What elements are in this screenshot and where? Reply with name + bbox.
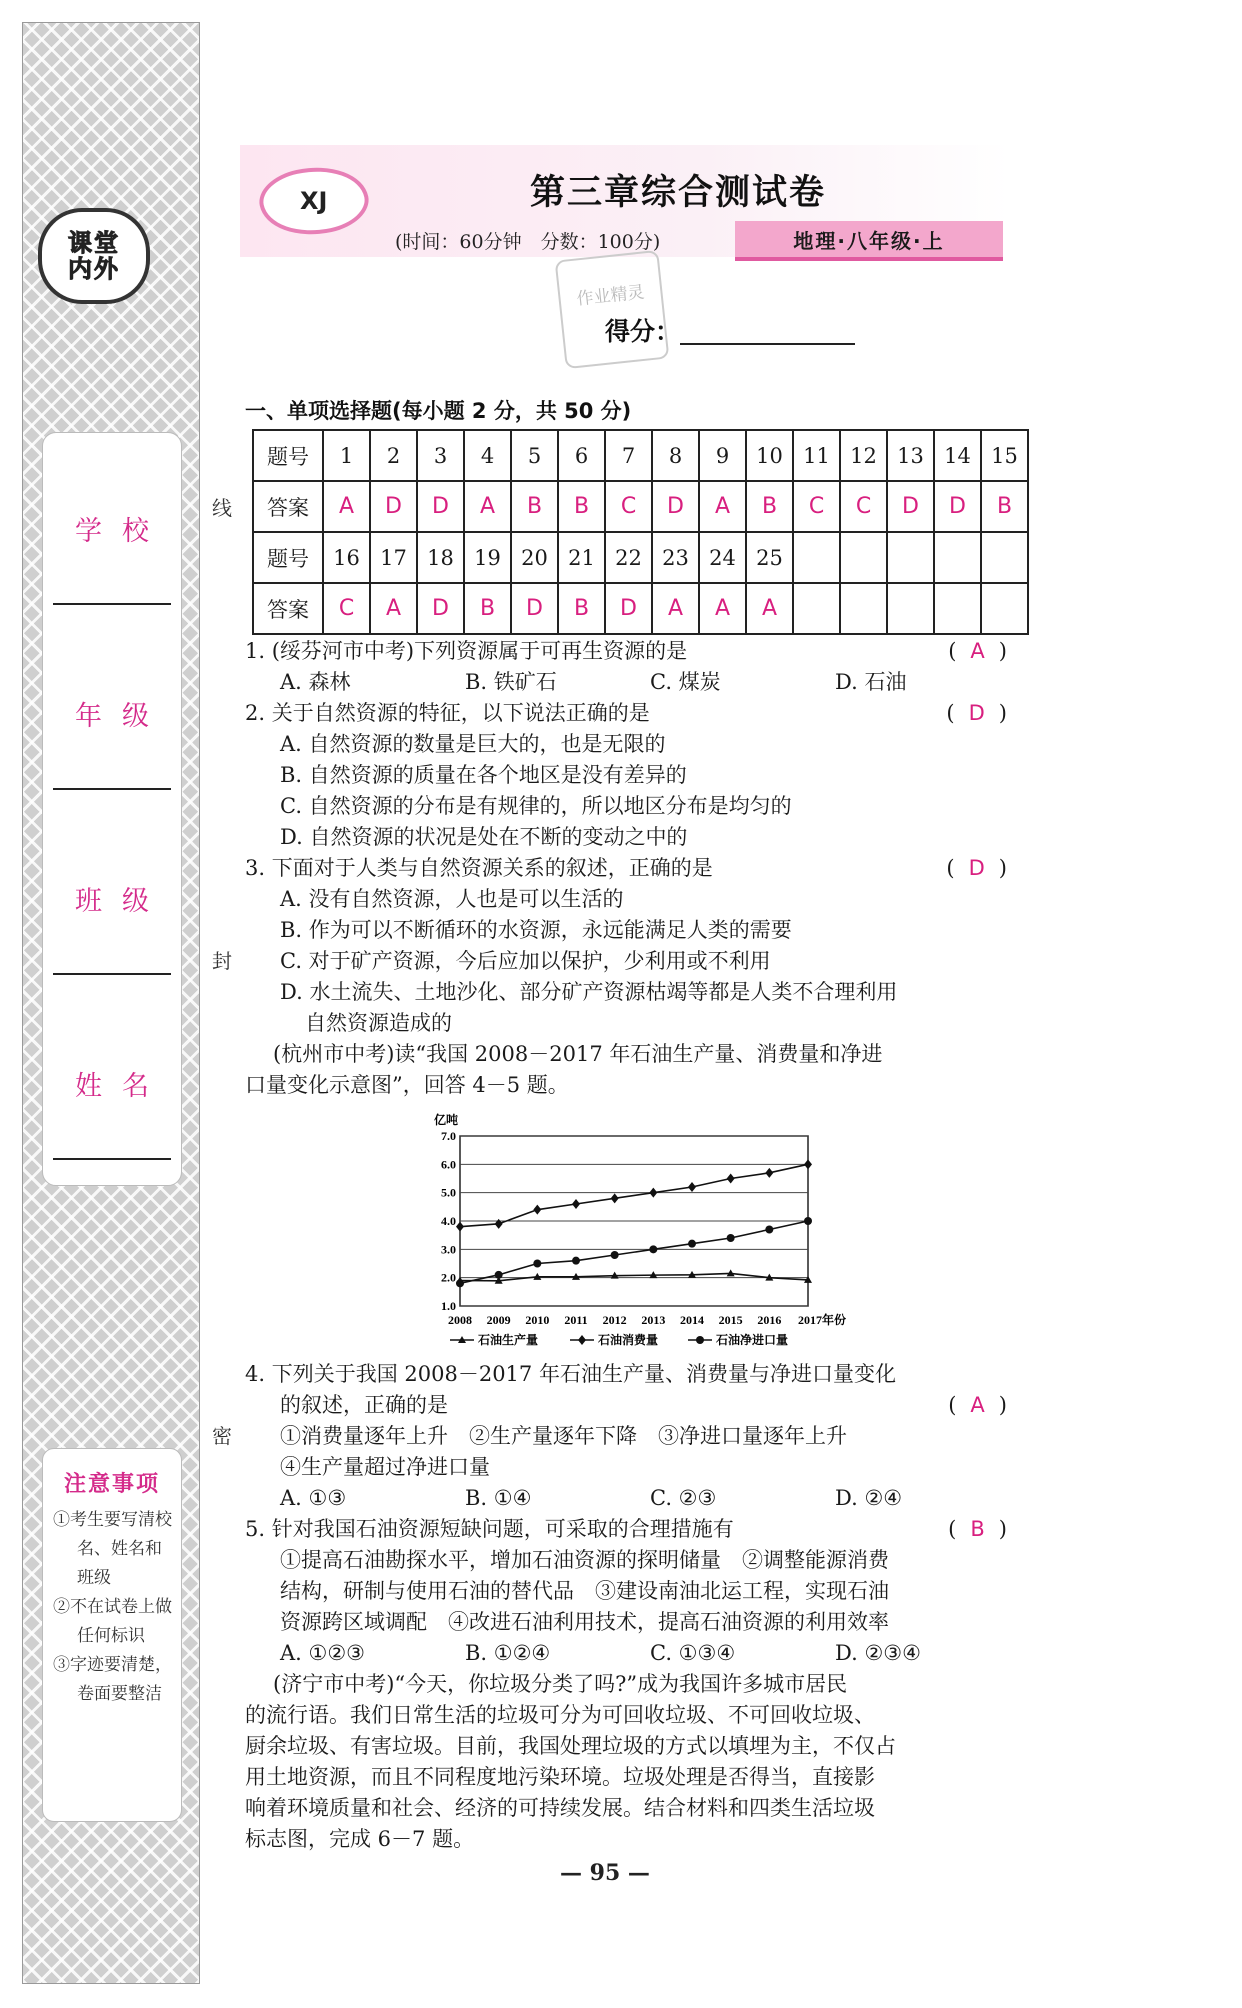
data-point xyxy=(495,1271,503,1279)
y-tick-label: 4.0 xyxy=(441,1214,456,1228)
data-point xyxy=(611,1193,619,1203)
data-point xyxy=(456,1279,464,1287)
question-stem xyxy=(245,698,1015,729)
data-point xyxy=(804,1217,812,1225)
data-point xyxy=(765,1226,773,1234)
y-tick-label: 7.0 xyxy=(441,1129,456,1143)
binding-mark-close: 密 xyxy=(212,1424,232,1448)
number-cell: 23 xyxy=(652,532,699,583)
row-label: 答案 xyxy=(253,481,323,532)
table-row xyxy=(253,430,1028,481)
number-cell: 11 xyxy=(793,430,840,481)
number-cell: 12 xyxy=(840,430,887,481)
notice-item: ②不在试卷上做任何标识 xyxy=(53,1597,172,1646)
answer-cell: A xyxy=(370,583,417,634)
y-tick-label: 1.0 xyxy=(441,1299,456,1313)
notice-title: 注意事项 xyxy=(63,1472,160,1497)
table-row xyxy=(253,481,1028,532)
x-tick-label: 2015 xyxy=(718,1313,743,1327)
option: C. ②③ xyxy=(650,1486,717,1510)
data-point xyxy=(572,1257,580,1265)
material-text: (济宁市中考)“今天，你垃圾分类了吗?”成为我国许多城市居民 xyxy=(273,1672,848,1696)
data-point xyxy=(649,1245,657,1253)
watermark-stamp xyxy=(555,250,670,369)
number-cell xyxy=(887,532,934,583)
x-tick-label: 2010 xyxy=(525,1313,550,1327)
number-cell: 9 xyxy=(699,430,746,481)
legend-label: 石油消费量 xyxy=(598,1333,659,1347)
table-row xyxy=(253,532,1028,583)
number-cell: 15 xyxy=(981,430,1028,481)
data-point xyxy=(727,1234,735,1242)
legend-label: 石油生产量 xyxy=(478,1333,539,1347)
x-tick-label: 2011 xyxy=(564,1313,588,1327)
statement-item: ①消费量逐年上升 ②生产量逐年下降 ③净进口量逐年上升 xyxy=(280,1424,847,1448)
option: B. ①②④ xyxy=(465,1641,551,1665)
answer-bracket: ( D ) xyxy=(946,701,1007,725)
score-label: 得分： xyxy=(605,317,681,346)
q3-answer: D xyxy=(968,856,985,880)
number-cell: 2 xyxy=(370,430,417,481)
answer-cell: C xyxy=(605,481,652,532)
option: D. ②④ xyxy=(835,1486,903,1510)
brand-logo xyxy=(38,208,150,304)
page-title: 第三章综合测试卷 xyxy=(530,173,827,213)
answer-cell: A xyxy=(746,583,793,634)
notice-item: ①考生要写清校名、姓名和班级 xyxy=(53,1510,172,1588)
answer-cell: A xyxy=(464,481,511,532)
answer-cell: D xyxy=(511,583,558,634)
question-stem xyxy=(245,853,1015,884)
option-continuation: 自然资源造成的 xyxy=(305,1011,452,1035)
option: B. ①④ xyxy=(465,1486,532,1510)
data-point xyxy=(456,1222,464,1232)
row-label: 题号 xyxy=(253,532,323,583)
class-label: 班级 xyxy=(75,885,169,917)
exam-header xyxy=(240,145,1010,265)
school-field[interactable] xyxy=(53,453,171,605)
material-intro: 口量变化示意图”，回答 4－5 题。 xyxy=(245,1073,569,1097)
number-cell: 5 xyxy=(511,430,558,481)
option-row xyxy=(245,1483,1015,1514)
material-text: 的流行语。我们日常生活的垃圾可分为可回收垃圾、不可回收垃圾、 xyxy=(245,1703,875,1727)
material-text: 厨余垃圾、有害垃圾。目前，我国处理垃圾的方式以填埋为主，不仅占 xyxy=(245,1734,896,1758)
class-field[interactable] xyxy=(53,823,171,975)
answer-cell: D xyxy=(370,481,417,532)
option: B. 铁矿石 xyxy=(465,670,557,694)
data-point xyxy=(804,1159,812,1169)
x-tick-label: 2014 xyxy=(680,1313,704,1327)
answer-cell: A xyxy=(652,583,699,634)
option: B. 作为可以不断循环的水资源，永远能满足人类的需要 xyxy=(280,918,792,942)
number-cell: 4 xyxy=(464,430,511,481)
answer-cell: B xyxy=(511,481,558,532)
answer-bracket: ( B ) xyxy=(948,1517,1007,1541)
number-cell: 14 xyxy=(934,430,981,481)
number-cell: 19 xyxy=(464,532,511,583)
binding-mark-seal: 封 xyxy=(212,949,232,973)
section-title: 一、单项选择题(每小题 2 分，共 50 分) xyxy=(245,399,632,423)
question-stem xyxy=(245,1514,1015,1545)
answer-cell xyxy=(887,583,934,634)
data-point xyxy=(688,1182,696,1192)
series-line-2 xyxy=(460,1221,808,1283)
stamp-text: 作业精灵 xyxy=(575,282,646,310)
data-point xyxy=(765,1168,773,1178)
data-point xyxy=(688,1240,696,1248)
number-cell: 1 xyxy=(323,430,370,481)
y-axis-label: 亿吨 xyxy=(434,1113,459,1127)
material-text: 用土地资源，而且不同程度地污染环境。垃圾处理是否得当，直接影 xyxy=(245,1765,875,1789)
answer-cell: C xyxy=(840,481,887,532)
notice-box xyxy=(42,1448,182,1822)
school-label: 学校 xyxy=(75,515,169,547)
number-cell xyxy=(793,532,840,583)
option: B. 自然资源的质量在各个地区是没有差异的 xyxy=(280,763,687,787)
x-tick-label: 2009 xyxy=(486,1313,511,1327)
data-point xyxy=(495,1219,503,1229)
option: D. 石油 xyxy=(835,670,907,694)
option: A. 森林 xyxy=(280,670,351,694)
series-line-1 xyxy=(460,1164,808,1226)
y-tick-label: 2.0 xyxy=(441,1270,456,1285)
logo-line-2: 内外 xyxy=(68,255,120,283)
option: C. 对于矿产资源，今后应加以保护，少利用或不利用 xyxy=(280,949,771,973)
subject-label: 地理·八年级·上 xyxy=(735,221,1003,261)
legend-marker xyxy=(696,1336,704,1344)
option: A. 没有自然资源，人也是可以生活的 xyxy=(280,887,624,911)
legend-label: 石油净进口量 xyxy=(716,1333,789,1347)
x-tick-label: 2017年份 xyxy=(797,1313,847,1327)
answer-cell xyxy=(934,583,981,634)
option: A. ①②③ xyxy=(280,1641,365,1665)
statement-item: ①提高石油勘探水平，增加石油资源的探明储量 ②调整能源消费 xyxy=(280,1548,889,1572)
legend-marker xyxy=(578,1335,586,1345)
answer-cell: D xyxy=(934,481,981,532)
data-point xyxy=(533,1205,541,1215)
answer-cell: D xyxy=(417,583,464,634)
q2-answer: D xyxy=(968,701,985,725)
x-tick-label: 2012 xyxy=(602,1313,627,1327)
answer-cell: D xyxy=(887,481,934,532)
number-cell: 20 xyxy=(511,532,558,583)
material-intro: (杭州市中考)读“我国 2008－2017 年石油生产量、消费量和净进 xyxy=(273,1042,883,1066)
answer-cell: C xyxy=(323,583,370,634)
number-cell: 22 xyxy=(605,532,652,583)
number-cell: 25 xyxy=(746,532,793,583)
q3-stem: 3. 下面对于人类与自然资源关系的叙述，正确的是 xyxy=(245,856,713,880)
material-text: 标志图，完成 6－7 题。 xyxy=(245,1827,475,1851)
y-tick-label: 6.0 xyxy=(441,1157,456,1172)
option: D. 水土流失、土地沙化、部分矿产资源枯竭等都是人类不合理利用 xyxy=(280,980,898,1004)
number-cell: 7 xyxy=(605,430,652,481)
number-cell: 16 xyxy=(323,532,370,583)
binding-mark-line: 线 xyxy=(212,496,232,520)
statement-item: 结构，研制与使用石油的替代品 ③建设南油北运工程，实现石油 xyxy=(280,1579,889,1603)
answer-cell: D xyxy=(652,481,699,532)
number-cell: 24 xyxy=(699,532,746,583)
answer-cell: D xyxy=(605,583,652,634)
time-score-info: (时间：60分钟 分数：100分) xyxy=(395,231,661,253)
y-tick-label: 3.0 xyxy=(441,1242,456,1257)
q1-stem: 1. (绥芬河市中考)下列资源属于可再生资源的是 xyxy=(245,639,688,663)
option: C. ①③④ xyxy=(650,1641,736,1665)
question-stem xyxy=(245,636,1015,667)
number-cell xyxy=(840,532,887,583)
number-cell: 3 xyxy=(417,430,464,481)
number-cell: 8 xyxy=(652,430,699,481)
data-point xyxy=(533,1260,541,1268)
x-tick-label: 2016 xyxy=(757,1313,782,1327)
x-tick-label: 2013 xyxy=(641,1313,666,1327)
answer-bracket: ( D ) xyxy=(946,856,1007,880)
answer-cell: C xyxy=(793,481,840,532)
oil-chart xyxy=(420,1106,847,1356)
statement-item: ④生产量超过净进口量 xyxy=(280,1455,490,1479)
answer-cell: A xyxy=(323,481,370,532)
answer-cell: B xyxy=(464,583,511,634)
option: D. 自然资源的状况是处在不断的变动之中的 xyxy=(280,825,688,849)
q1-answer: A xyxy=(970,639,985,663)
notice-item: ③字迹要清楚，卷面要整洁 xyxy=(53,1655,172,1704)
data-point xyxy=(611,1251,619,1259)
q5-stem: 5. 针对我国石油资源短缺问题，可采取的合理措施有 xyxy=(245,1517,734,1541)
y-tick-label: 5.0 xyxy=(441,1185,456,1200)
data-point xyxy=(727,1174,735,1184)
question-stem: 4. 下列关于我国 2008－2017 年石油生产量、消费量与净进口量变化 xyxy=(245,1362,896,1386)
number-cell: 17 xyxy=(370,532,417,583)
q2-stem: 2. 关于自然资源的特征，以下说法正确的是 xyxy=(245,701,650,725)
name-label: 姓名 xyxy=(75,1070,169,1102)
x-tick-label: 2008 xyxy=(448,1313,472,1327)
edition-badge-text: XJ xyxy=(300,187,328,215)
row-label: 题号 xyxy=(253,430,323,481)
answer-bracket: ( A ) xyxy=(948,1393,1007,1417)
number-cell xyxy=(981,532,1028,583)
data-point xyxy=(572,1199,580,1209)
data-point xyxy=(649,1188,657,1198)
number-cell: 10 xyxy=(746,430,793,481)
q4-stem-2: 的叙述，正确的是 xyxy=(280,1393,448,1417)
option: C. 自然资源的分布是有规律的，所以地区分布是均匀的 xyxy=(280,794,792,818)
number-cell: 18 xyxy=(417,532,464,583)
answer-cell: B xyxy=(981,481,1028,532)
answer-cell xyxy=(981,583,1028,634)
number-cell xyxy=(934,532,981,583)
answer-cell: B xyxy=(558,481,605,532)
q4-answer: A xyxy=(970,1393,985,1417)
answer-cell: B xyxy=(746,481,793,532)
q5-answer: B xyxy=(970,1517,985,1541)
series-line-0 xyxy=(460,1273,808,1280)
answer-bracket: ( A ) xyxy=(948,639,1007,663)
name-field[interactable] xyxy=(53,1008,171,1160)
grade-label: 年级 xyxy=(75,700,169,732)
number-cell: 6 xyxy=(558,430,605,481)
statement-item: 资源跨区域调配 ④改进石油利用技术，提高石油资源的利用效率 xyxy=(280,1610,889,1634)
question-stem-cont xyxy=(245,1390,1015,1421)
option: C. 煤炭 xyxy=(650,670,721,694)
answer-cell: B xyxy=(558,583,605,634)
answer-cell: D xyxy=(417,481,464,532)
answer-cell: A xyxy=(699,481,746,532)
grade-field[interactable] xyxy=(53,638,171,790)
page-number: — 95 — xyxy=(560,1860,650,1886)
score-input-line[interactable] xyxy=(680,343,855,345)
answer-cell xyxy=(840,583,887,634)
answer-cell xyxy=(793,583,840,634)
row-label: 答案 xyxy=(253,583,323,634)
option: A. ①③ xyxy=(280,1486,347,1510)
option: A. 自然资源的数量是巨大的，也是无限的 xyxy=(280,732,666,756)
material-text: 响着环境质量和社会、经济的可持续发展。结合材料和四类生活垃圾 xyxy=(245,1796,875,1820)
option-row xyxy=(245,1638,1015,1669)
student-info-panel xyxy=(42,432,182,1186)
table-row xyxy=(253,583,1028,634)
logo-line-1: 课堂 xyxy=(68,229,120,257)
number-cell: 21 xyxy=(558,532,605,583)
answer-cell: A xyxy=(699,583,746,634)
number-cell: 13 xyxy=(887,430,934,481)
option: D. ②③④ xyxy=(835,1641,921,1665)
option-row xyxy=(245,667,1015,698)
answer-table xyxy=(252,429,1029,635)
